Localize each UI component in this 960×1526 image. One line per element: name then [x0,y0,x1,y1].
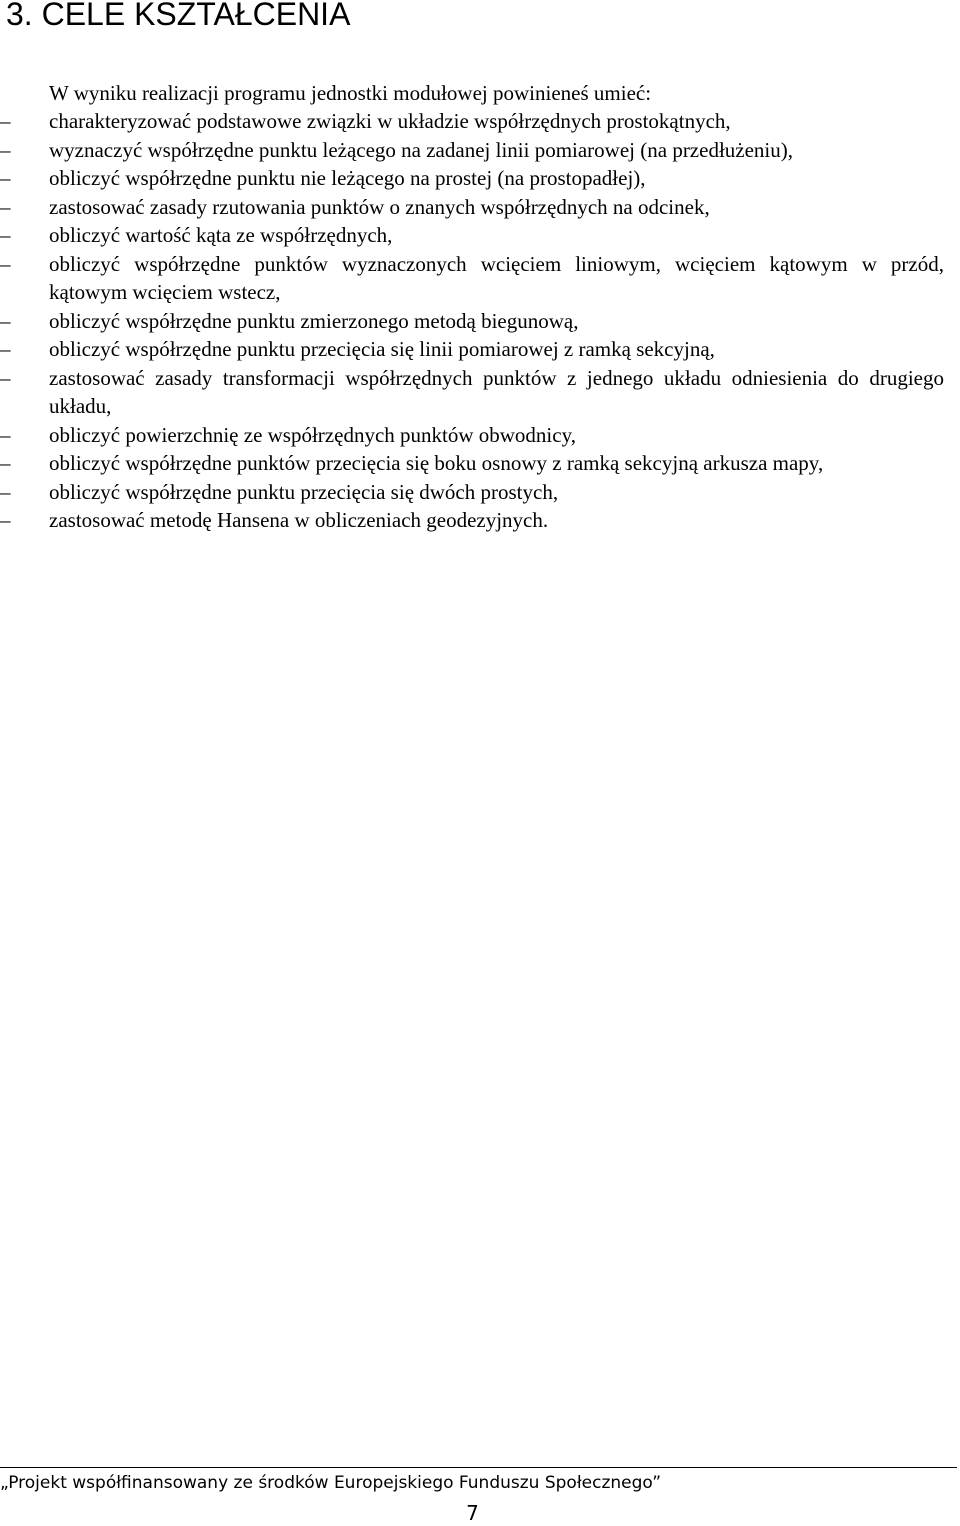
bullet-dash: – [0,308,11,333]
list-item-text: obliczyć współrzędne punktu przecięcia się linii pomiarowej z ramką sekcyjną, [49,337,715,361]
bullet-dash: – [0,194,11,219]
list-item [0,107,944,136]
list-item-text: obliczyć współrzędne punktów przecięcia się boku osnowy z ramką sekcyjną arkusza mapy, [49,451,824,475]
bullet-dash: – [0,508,11,532]
list-item-text: obliczyć współrzędne punktu zmierzonego metodą biegunową, [49,308,579,333]
list-item [0,164,944,193]
list-item-text: obliczyć powierzchnię ze współrzędnych punktów obwodnicy, [49,422,576,447]
bullet-dash: – [0,109,11,133]
list-item [0,335,944,364]
footer-funding-note: „Projekt współfinansowany ze środków Europejskiego Funduszu Społecznego” [0,1473,662,1493]
list-item-text: zastosować metodę Hansena w obliczeniach geodezyjnych. [49,508,549,532]
list-item-text: obliczyć współrzędne punktów wyznaczonych wcięciem liniowym, wcięciem kątowym w przód, kątowym wcięciem wstecz, [49,251,944,304]
list-item [0,364,944,421]
bullet-dash: – [0,166,11,190]
intro-text: W wyniku realizacji programu jednostki modułowej powinieneś umieć: [49,81,652,105]
list-item [0,478,944,507]
list-item [0,221,944,250]
list-item [0,449,944,478]
list-item [0,136,944,165]
bullet-dash: – [0,223,11,247]
list-item-text: obliczyć wartość kąta ze współrzędnych, [49,223,393,247]
list-item [0,506,944,535]
page-number: 7 [466,1501,479,1525]
bullet-dash: – [0,422,11,447]
list-item-text: obliczyć współrzędne punktu przecięcia się dwóch prostych, [49,479,559,504]
list-item [0,250,944,307]
list-item-text: charakteryzować podstawowe związki w układzie współrzędnych prostokątnych, [49,109,731,133]
list-item-text: zastosować zasady transformacji współrzędnych punktów z jednego układu odniesienia do drugiego układu, [49,365,944,418]
section-heading: 3. CELE KSZTAŁCENIA [6,0,351,32]
list-item-text: wyznaczyć współrzędne punktu leżącego na zadanej linii pomiarowej (na przedłużeniu), [49,137,794,162]
list-item-text: obliczyć współrzędne punktu nie leżącego na prostej (na prostopadłej), [49,166,646,190]
list-item [0,193,944,222]
objectives-list [0,107,944,535]
bullet-dash: – [0,137,11,162]
list-item [0,307,944,336]
list-item [0,421,944,450]
bullet-dash: – [0,365,11,390]
bullet-dash: – [0,337,11,361]
footer-divider [0,1467,957,1468]
list-item-text: zastosować zasady rzutowania punktów o znanych współrzędnych na odcinek, [49,194,710,219]
bullet-dash: – [0,451,11,475]
bullet-dash: – [0,479,11,504]
bullet-dash: – [0,251,11,276]
